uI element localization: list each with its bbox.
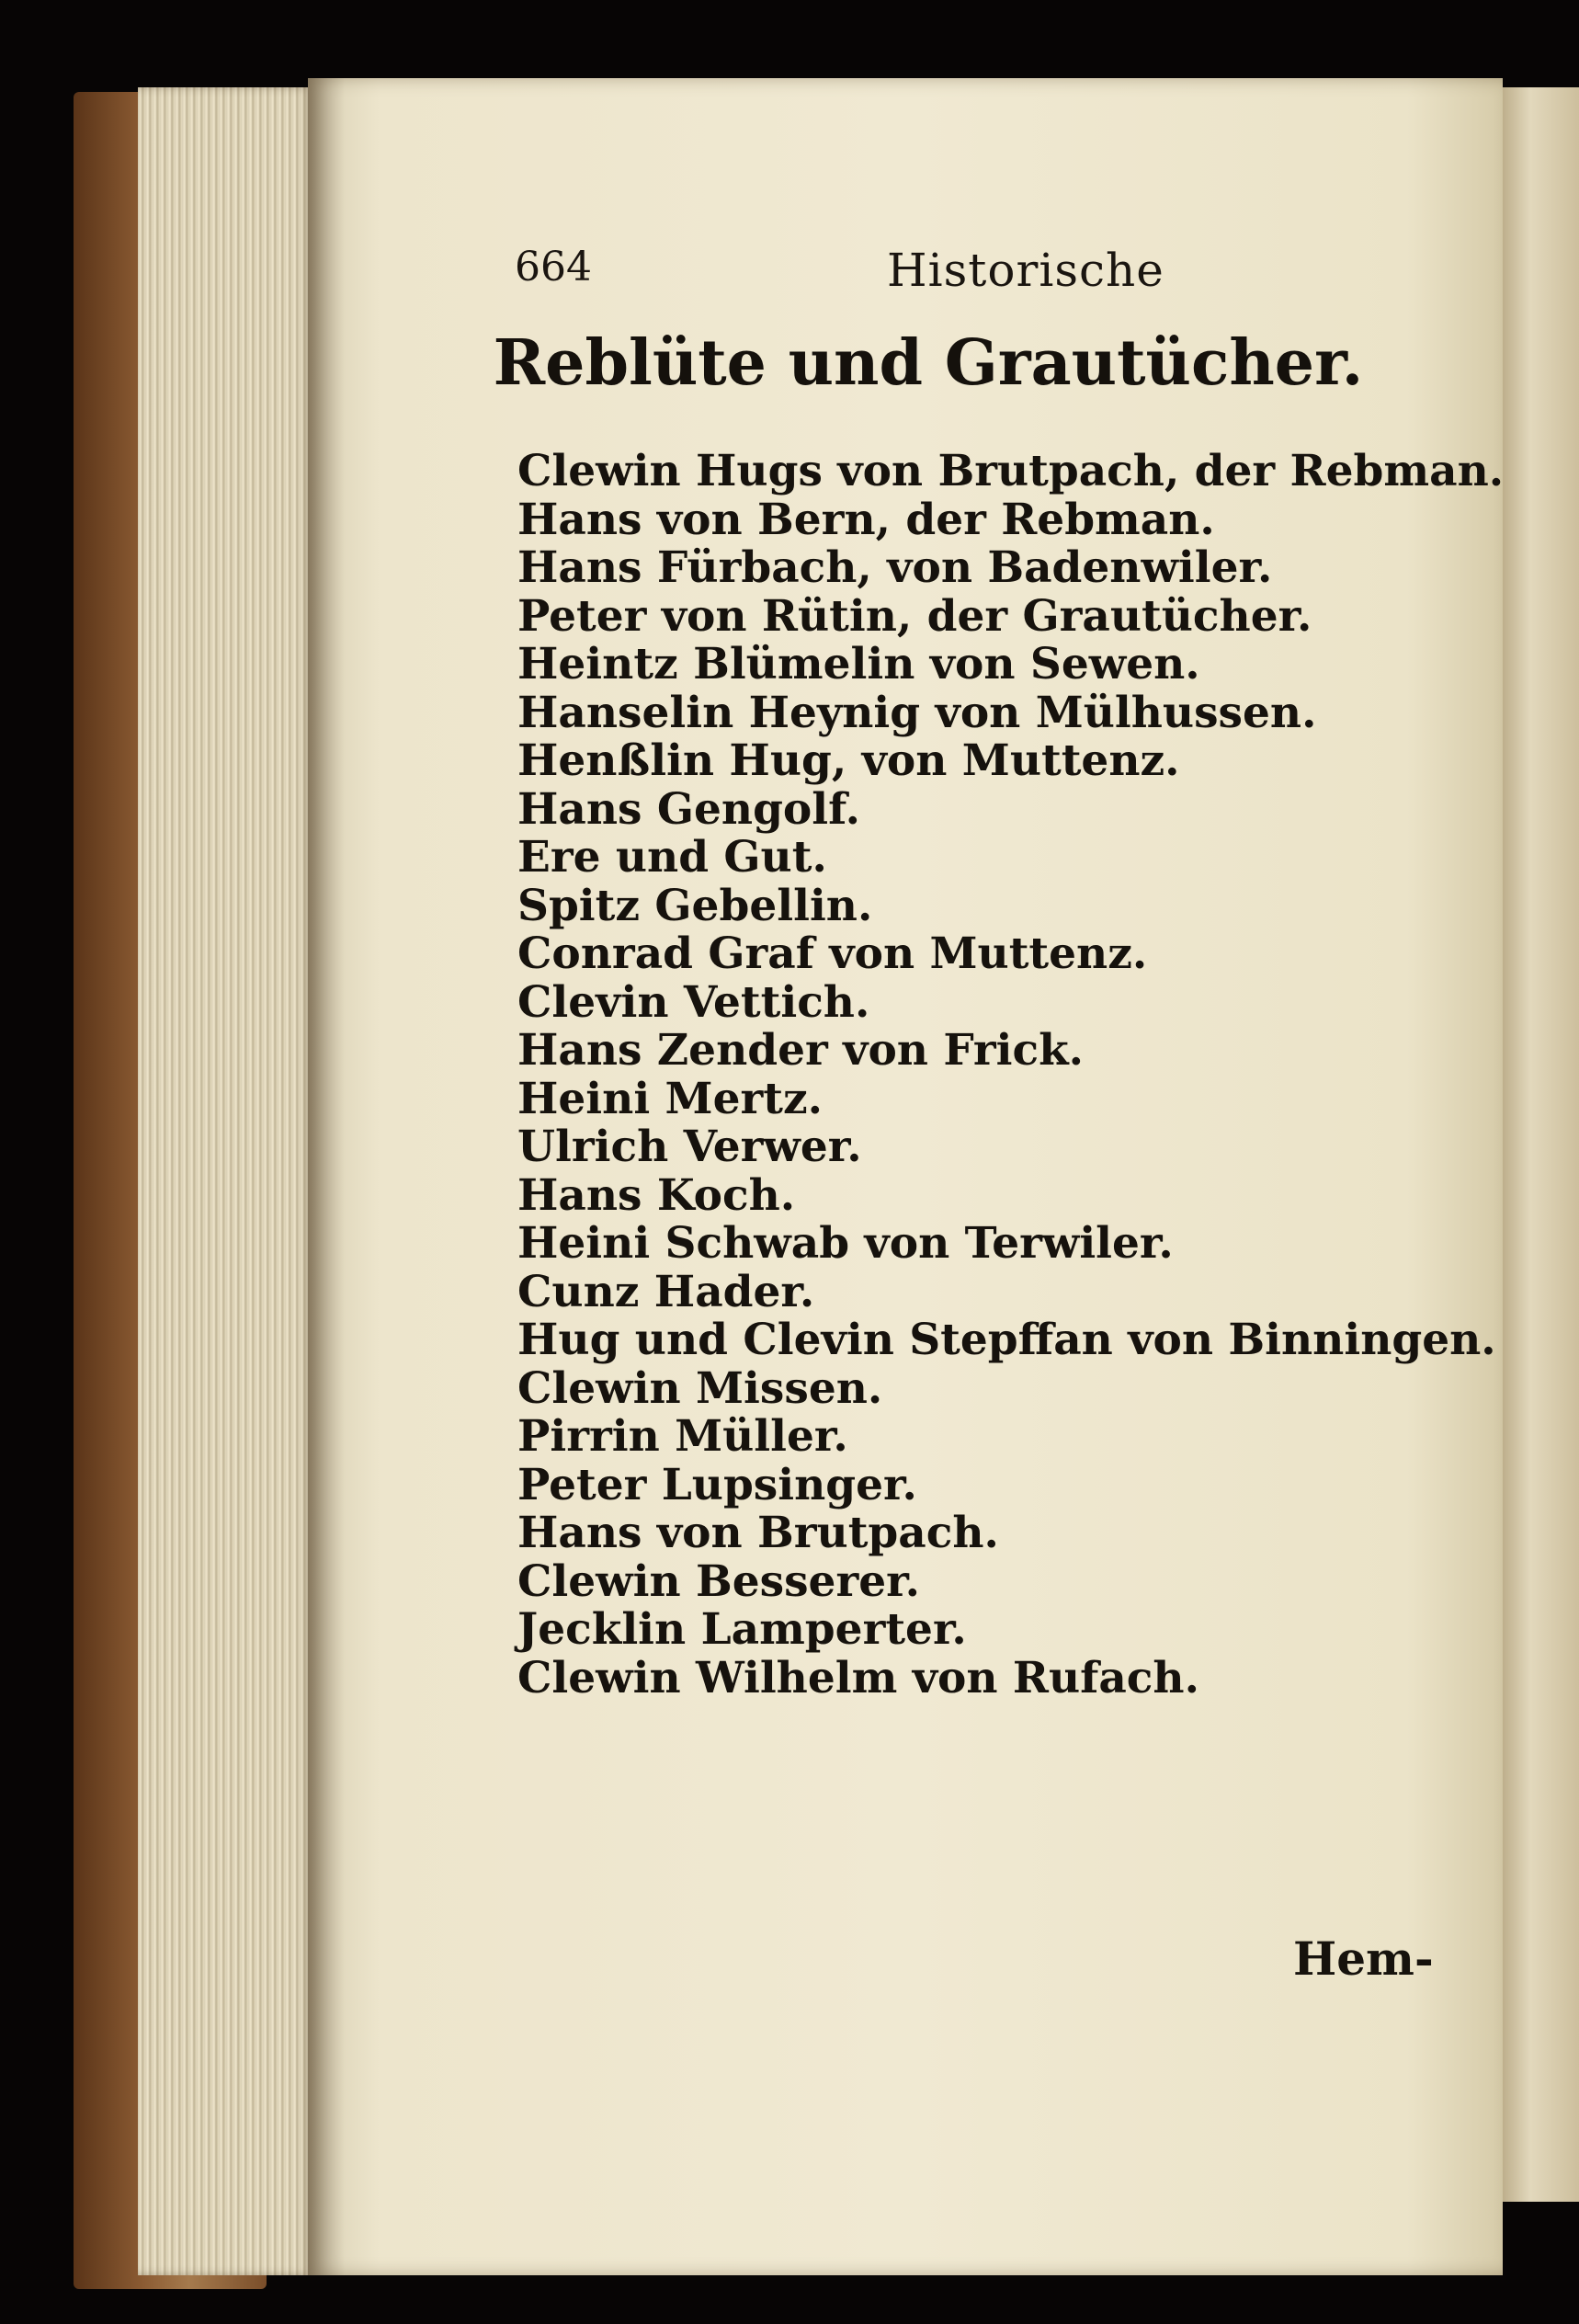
list-item: Hans Gengolf. [517,783,861,835]
list-item: Clewin Missen. [517,1362,883,1414]
section-title: Reblüte und Grautücher. [493,326,1364,400]
page-number: 664 [515,244,592,290]
book-page [308,78,1503,2275]
list-item: Pirrin Müller. [517,1411,848,1462]
list-item: Peter Lupsinger. [517,1459,917,1510]
page-edges-left [138,87,312,2275]
catchword: Hem- [1293,1931,1434,1986]
list-item: Hanselin Heynig von Mülhussen. [517,687,1317,738]
list-item: Ere und Gut. [517,832,827,883]
list-item: Hans von Brutpach. [517,1508,999,1558]
list-item: Clewin Wilhelm von Rufach. [517,1652,1199,1703]
names-list [517,446,1505,1703]
gutter-shadow [308,78,345,2275]
list-item: Heintz Blümelin von Sewen. [517,639,1200,689]
list-item: Hans von Bern, der Rebman. [517,494,1215,545]
list-item: Jecklin Lamperter. [517,1604,967,1655]
list-item: Hans Fürbach, von Badenwiler. [517,542,1273,593]
list-item: Conrad Graf von Muttenz. [517,928,1148,979]
list-item: Hans Koch. [517,1169,796,1221]
list-item: Spitz Gebellin. [517,880,873,931]
running-head: Historische [887,244,1164,297]
list-item: Heini Mertz. [517,1073,824,1124]
list-item: Clewin Besserer. [517,1555,920,1607]
facing-page-edge [1498,87,1579,2202]
list-item: Cunz Hader. [517,1266,815,1317]
list-item: Henßlin Hug, von Muttenz. [517,735,1180,786]
page-header [308,244,1503,317]
list-item: Heini Schwab von Terwiler. [517,1218,1174,1269]
list-item: Clewin Hugs von Brutpach, der Rebman. [517,446,1505,496]
list-item: Hans Zender von Frick. [517,1025,1085,1076]
list-item: Hug und Clevin Stepffan von Binningen. [517,1315,1496,1365]
list-item: Peter von Rütin, der Grautücher. [517,590,1312,642]
list-item: Ulrich Verwer. [517,1122,862,1172]
list-item: Clevin Vettich. [517,976,870,1028]
